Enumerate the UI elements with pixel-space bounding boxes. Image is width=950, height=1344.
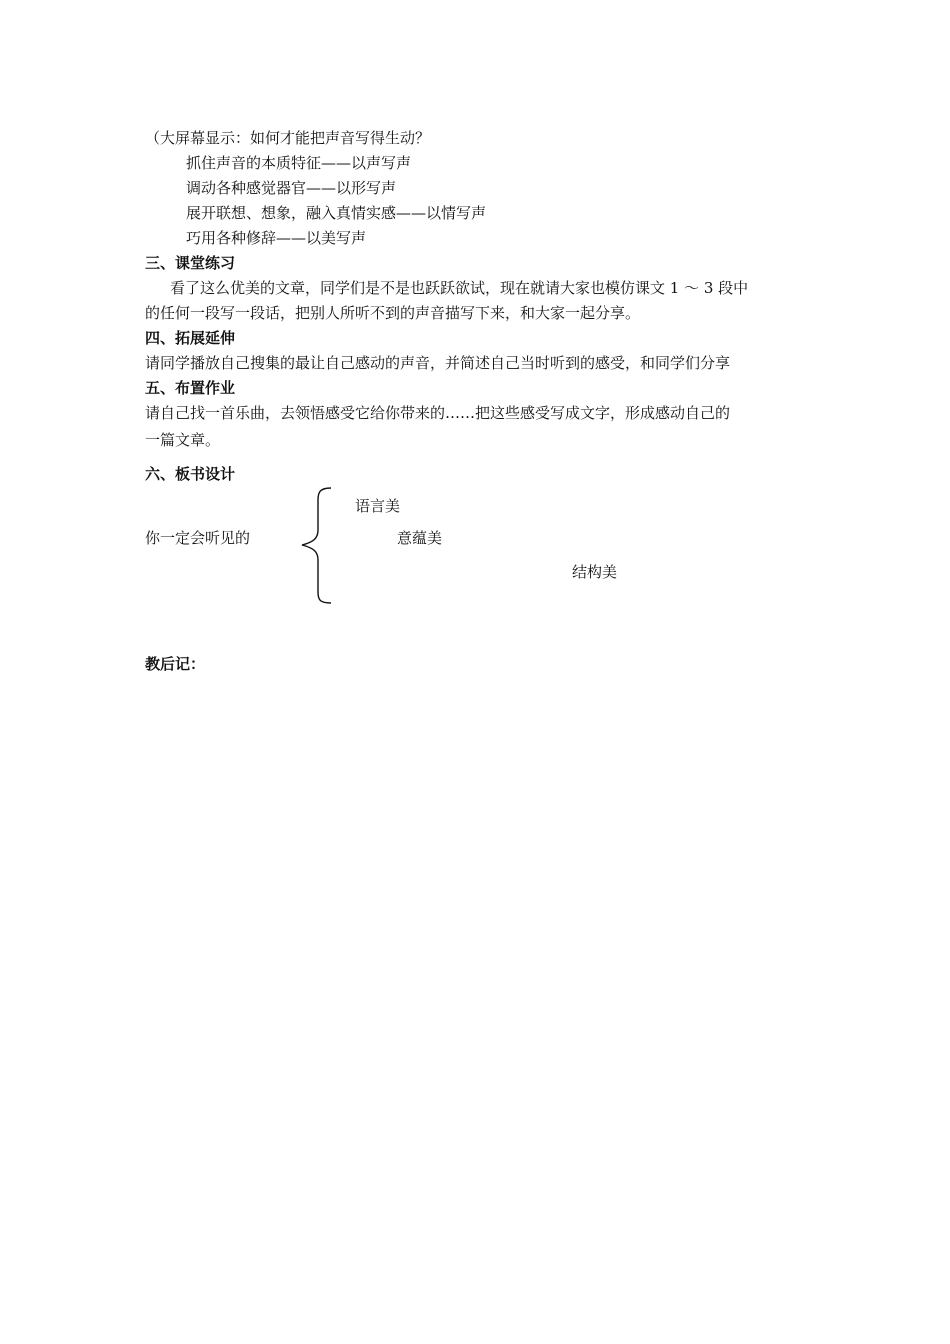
section5-paragraph-line2: 一篇文章。 <box>145 431 221 449</box>
notes-heading: 教后记： <box>145 655 206 673</box>
curly-brace-icon <box>298 486 338 606</box>
section3-heading: 三、课堂练习 <box>145 254 236 272</box>
board-item-structure: 结构美 <box>572 563 618 581</box>
screen-point-1: 抓住声音的本质特征——以声写声 <box>186 154 412 172</box>
section4-heading: 四、拓展延伸 <box>145 329 236 347</box>
section6-heading: 六、板书设计 <box>145 465 236 483</box>
board-main-text: 你一定会听见的 <box>145 529 251 547</box>
screen-point-3: 展开联想、想象，融入真情实感——以情写声 <box>186 204 487 222</box>
section5-paragraph-line1: 请自己找一首乐曲，去领悟感受它给你带来的……把这些感受写成文字，形成感动自己的 <box>145 404 731 422</box>
board-item-meaning: 意蕴美 <box>397 529 443 547</box>
screen-intro: （大屏幕显示：如何才能把声音写得生动？ <box>145 129 431 147</box>
section3-paragraph-line1: 看了这么优美的文章，同学们是不是也跃跃欲试，现在就请大家也模仿课文 1 ～ 3 段中 <box>170 279 749 297</box>
board-item-language: 语言美 <box>355 497 401 515</box>
screen-point-2: 调动各种感觉器官——以形写声 <box>186 179 397 197</box>
section4-paragraph: 请同学播放自己搜集的最让自己感动的声音，并简述自己当时听到的感受，和同学们分享 <box>145 354 731 372</box>
section3-paragraph-line2: 的任何一段写一段话，把别人所听不到的声音描写下来，和大家一起分享。 <box>145 304 641 322</box>
section5-heading: 五、布置作业 <box>145 379 236 397</box>
screen-point-4: 巧用各种修辞——以美写声 <box>186 229 367 247</box>
